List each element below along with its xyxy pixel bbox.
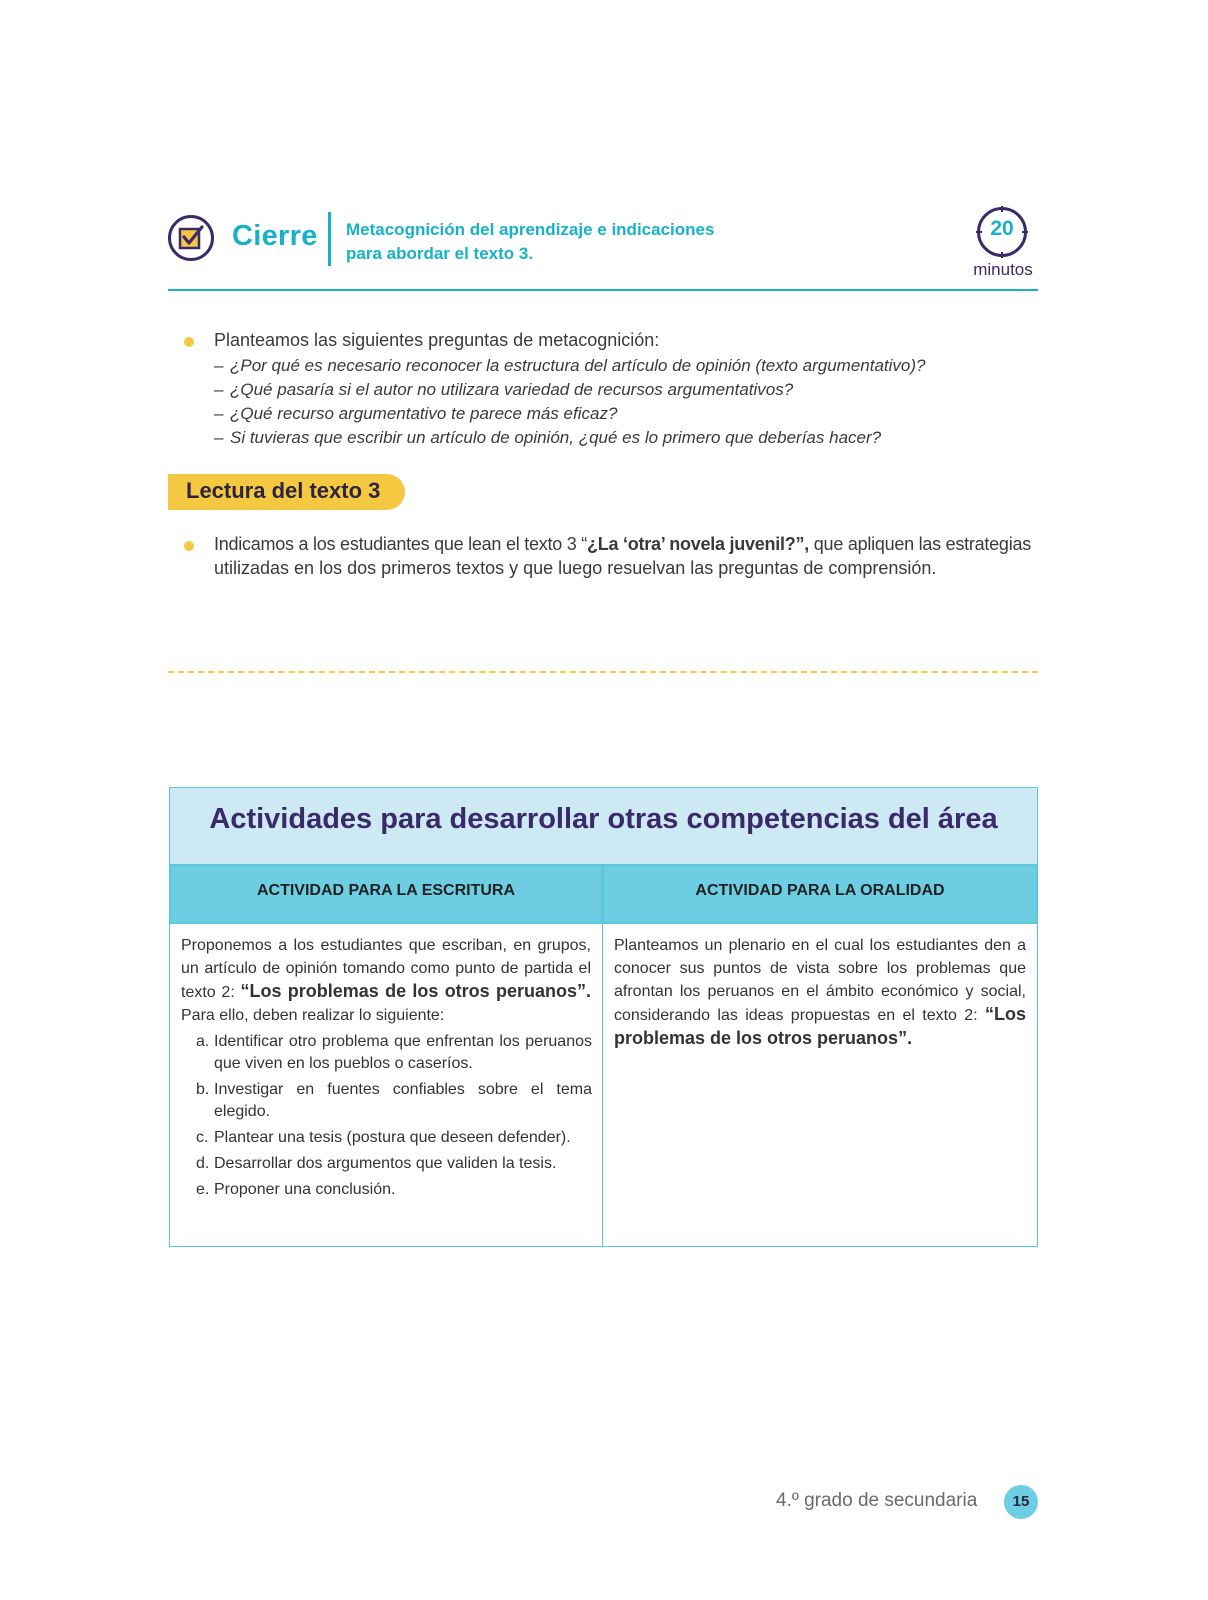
metacognition-intro: Planteamos las siguientes preguntas de metacognición: [214,330,660,350]
lectura-paragraph [214,532,1044,580]
list-item: b. Investigar en fuentes confiables sobre el tema elegido. [196,1081,592,1120]
escritura-task-list [196,1031,592,1205]
footer-grade: 4.º grado de secundaria [776,1490,978,1511]
bullet-icon [184,541,194,551]
question-list [214,354,1034,450]
escritura-intro: Proponemos a los estudiantes que escriban, en grupos, un artículo de opinión tomando como punto de partida el texto 2: “Los problemas de los otros peruanos”. Para ello, deben realizar lo siguiente: [181,937,591,1024]
timer-value: 20 [990,217,1014,240]
bullet-icon [184,337,194,347]
subtitle-line-1: Metacognición del aprendizaje e indicaciones [346,220,715,239]
dashed-divider [168,671,1038,673]
activities-title: Actividades para desarrollar otras competencias del área [209,803,998,835]
list-item: a. Identificar otro problema que enfrentan los peruanos que viven en los pueblos o caseríos. [196,1033,592,1072]
header-divider [328,212,331,266]
header-rule [168,289,1038,291]
list-item: d. Desarrollar dos argumentos que validen la tesis. [196,1155,557,1172]
lectura-line-1: Indicamos a los estudiantes que lean el texto 3 “¿La ‘otra’ novela juvenil?”, que apliquen las estrategias [214,534,1031,554]
escritura-header: ACTIVIDAD PARA LA ESCRITURA [256,882,516,899]
section-title: Cierre [232,220,318,252]
checkbox-icon [168,215,214,261]
question-item: – Si tuvieras que escribir un artículo de opinión, ¿qué es lo primero que deberías hacer? [214,428,882,447]
list-item: c. Plantear una tesis (postura que deseen defender). [196,1129,571,1146]
oralidad-header: ACTIVIDAD PARA LA ORALIDAD [695,882,945,899]
timer-unit: minutos [973,260,1033,279]
lectura-label: Lectura del texto 3 [186,478,381,503]
subtitle-line-2: para abordar el texto 3. [346,244,534,263]
section-subtitle [346,218,766,266]
column-divider [602,864,603,1247]
question-item: – ¿Qué pasaría si el autor no utilizara variedad de recursos argumentativos? [214,380,794,399]
page-number: 15 [1012,1493,1030,1510]
question-item: – ¿Por qué es necesario reconocer la estructura del artículo de opinión (texto argumentativo)? [214,356,926,375]
question-item: – ¿Qué recurso argumentativo te parece más eficaz? [214,404,618,423]
lectura-line-2: utilizadas en los dos primeros textos y que luego resuelvan las preguntas de comprensión. [214,558,937,578]
oralidad-text: Planteamos un plenario en el cual los estudiantes den a conocer sus puntos de vista sobre los problemas que afrontan los peruanos en el ámbito económico y social, considerando las ideas propuestas en el texto 2: “Los problemas de los otros peruanos”. [614,937,1026,1048]
list-item: e. Proponer una conclusión. [196,1181,396,1198]
